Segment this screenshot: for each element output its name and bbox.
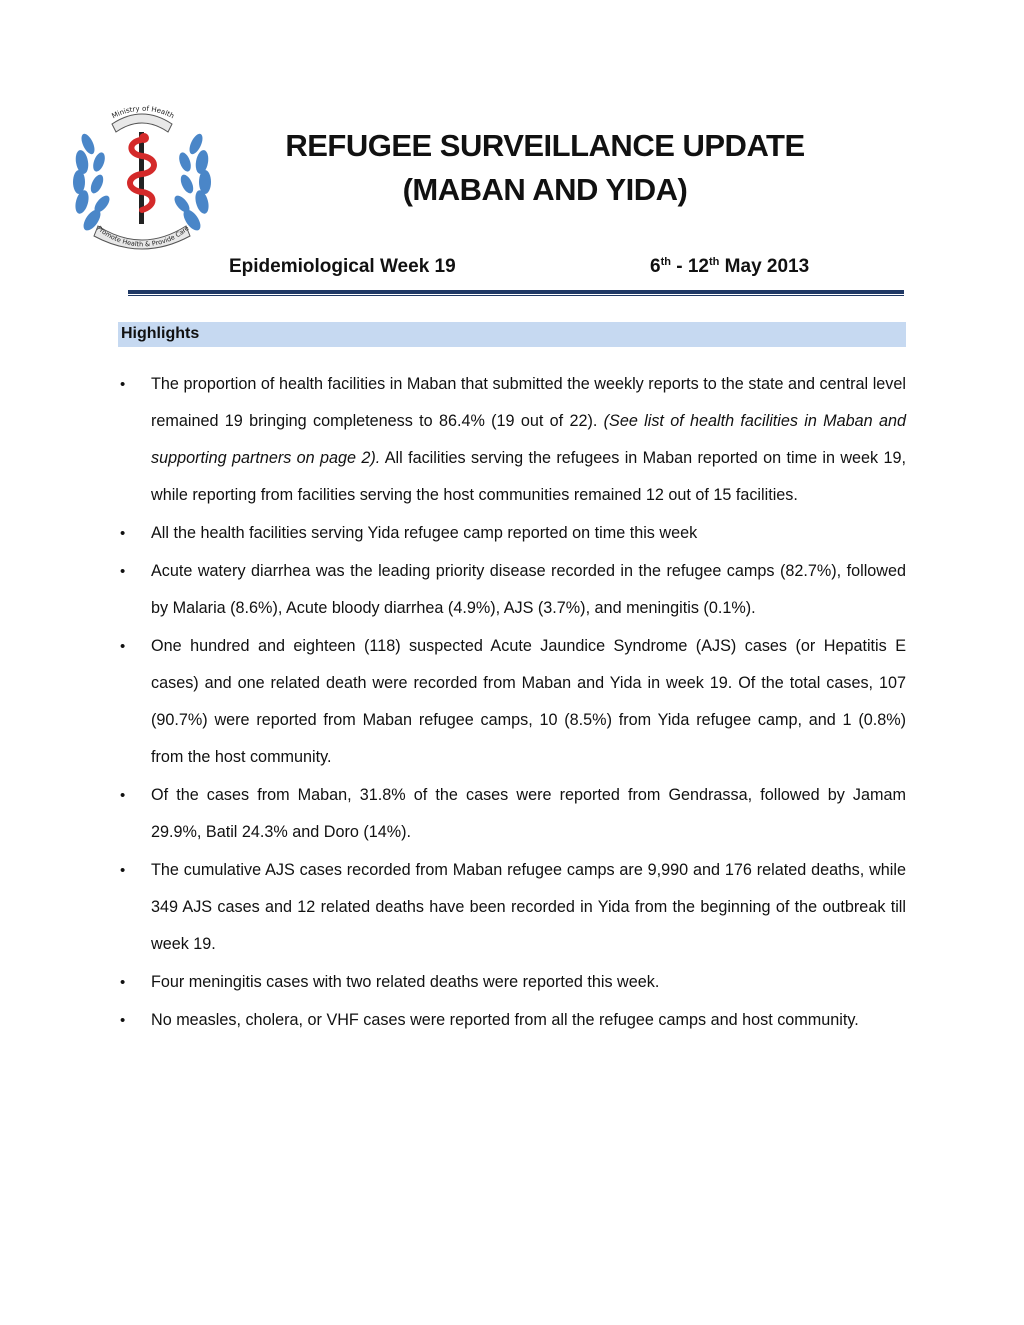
highlight-text: Of the cases from Maban, 31.8% of the cases were reported from Gendrassa, followed by Jamam 29.9%, Batil 24.3% and Doro (14%). — [151, 786, 906, 841]
logo-bottom-text: Promote Health & Provide Care — [95, 224, 191, 249]
highlight-text: The proportion of health facilities in Maban that submitted the weekly reports to the state and central level remained 19 bringing completeness to 86.4% (19 out of 22). — [151, 375, 906, 430]
bullet-icon: • — [120, 376, 126, 393]
ministry-of-health-logo — [68, 102, 216, 254]
highlight-item — [118, 777, 906, 851]
epidemiological-week: Epidemiological Week 19 — [229, 256, 456, 277]
bullet-icon: • — [120, 974, 126, 991]
date-end-day: - 12 — [670, 256, 709, 277]
highlights-list — [118, 366, 906, 1040]
highlight-item — [118, 1002, 906, 1039]
date-end-suffix: th — [709, 256, 720, 268]
bullet-icon: • — [120, 638, 126, 655]
bullet-icon: • — [120, 563, 126, 580]
highlight-item — [118, 515, 906, 552]
highlight-text: No measles, cholera, or VHF cases were reported from all the refugee camps and host community. — [151, 1011, 859, 1029]
date-month-year: May 2013 — [719, 256, 810, 277]
highlight-item — [118, 628, 906, 776]
date-start-suffix: th — [660, 256, 671, 268]
laurel-right-icon — [172, 132, 211, 233]
highlight-item — [118, 553, 906, 627]
caduceus-icon — [130, 132, 154, 224]
date-start-day: 6 — [650, 256, 661, 277]
highlight-text-italic: (See list of health facilities in Maban and supporting partners on page 2). — [151, 412, 906, 467]
highlight-text: All the health facilities serving Yida refugee camp reported on time this week — [151, 524, 698, 542]
highlight-text: Acute watery diarrhea was the leading priority disease recorded in the refugee camps (82.7%), followed by Malaria (8.6%), Acute bloody diarrhea (4.9%), AJS (3.7%), and meningitis (0.1%). — [151, 562, 906, 617]
highlight-text: One hundred and eighteen (118) suspected Acute Jaundice Syndrome (AJS) cases (or Hepatitis E cases) and one related death were recorded from Maban and Yida in week 19. Of the total cases, 107 (90.7%) were reported from Maban refugee camps, 10 (8.5%) from Yida refugee camp, and 1 (0.8%) from the host community. — [151, 637, 906, 766]
laurel-left-icon — [73, 132, 112, 233]
highlight-text-continued: All facilities serving the refugees in Maban reported on time in week 19, while reporting from facilities serving the host communities remained 12 out of 15 facilities. — [151, 449, 907, 504]
highlight-text: The cumulative AJS cases recorded from Maban refugee camps are 9,990 and 176 related deaths, while 349 AJS cases and 12 related deaths have been recorded in Yida from the beginning of the outbreak till week 19. — [151, 861, 906, 953]
highlight-item — [118, 366, 906, 514]
logo-top-text: Ministry of Health — [110, 104, 176, 121]
title-line-2: (MABAN AND YIDA) — [402, 172, 688, 207]
date-range — [650, 256, 809, 278]
bullet-icon: • — [120, 525, 126, 542]
header-divider — [128, 290, 904, 294]
title-line-1: REFUGEE SURVEILLANCE UPDATE — [285, 128, 805, 163]
highlight-item — [118, 964, 906, 1001]
header-divider-thin — [128, 295, 904, 296]
bullet-icon: • — [120, 862, 126, 879]
svg-text:Promote Health & Provide Care — [95, 224, 190, 248]
highlights-heading-bar — [118, 322, 906, 347]
document-title — [230, 124, 860, 212]
bullet-icon: • — [120, 787, 126, 804]
highlight-text: Four meningitis cases with two related deaths were reported this week. — [151, 973, 660, 991]
highlights-heading: Highlights — [121, 325, 200, 342]
highlight-item — [118, 852, 906, 963]
bullet-icon: • — [120, 1012, 126, 1029]
